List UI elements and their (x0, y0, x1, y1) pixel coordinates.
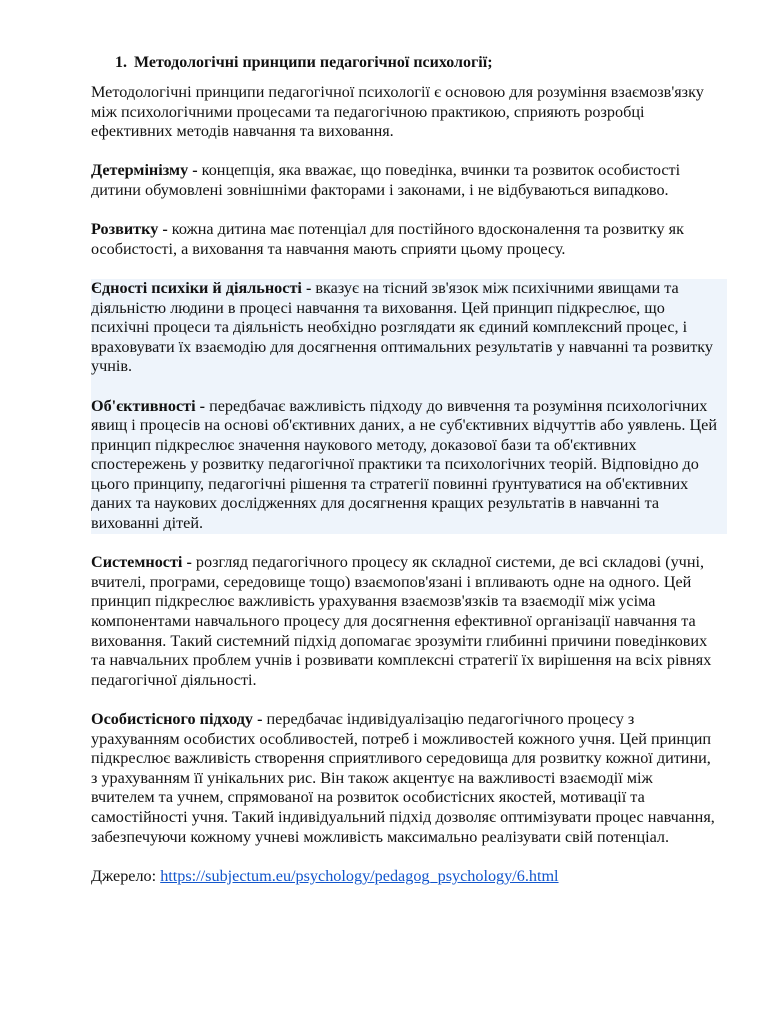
principle-determinism (91, 161, 719, 200)
principle-systemic (91, 553, 719, 690)
principle-term: Особистісного підходу - (91, 710, 263, 728)
principle-text: вказує на тісний зв'язок між психічними явищами та діяльністю людини в процесі навчання та виховання. Цей принцип підкреслює, що психічні процеси та діяльність необхідно розглядати як єдиний комплексний процес, і враховувати їх взаємодію для досягнення оптимальних результатів у навчанні та розвитку учнів. (91, 278, 714, 376)
principle-text: концепція, яка вважає, що поведінка, вчинки та розвиток особистості дитини обумовлені зовнішніми факторами і законами, і не відбуваються випадково. (91, 161, 681, 199)
principle-text: кожна дитина має потенціал для постійного вдосконалення та розвитку як особистості, а виховання та навчання мають сприяти цьому процесу. (91, 220, 684, 258)
principle-term: Детермінізму - (91, 161, 198, 180)
intro-paragraph: Методологічні принципи педагогічної психології є основою для розуміння взаємозв'язку між психологічними процесами та педагогічною практикою, сприяють розробці ефективних методів навчання та виховання. (91, 83, 704, 141)
principle-text: передбачає важливість підходу до вивчення та розуміння психологічних явищ і процесів на основі об'єктивних даних, а не суб'єктивних відчуттів або уявлень. Цей принцип підкреслює значення наукового методу, доказової бази та об'єктивних спостережень у розвитку педагогічної практики та психологічних теорій. Відповідно до цього принципу, педагогічні рішення та стратегії повинні ґрунтуватися на об'єктивних даних та наукових дослідженнях для досягнення кращих результатів в навчанні та вихованні дітей. (91, 396, 718, 533)
principle-unity (91, 279, 727, 377)
principle-term: Системності - (91, 553, 192, 572)
principle-personal-approach (91, 710, 719, 847)
principle-objectivity (91, 397, 727, 534)
principle-term: Розвитку - (91, 220, 168, 239)
principle-text: передбачає індивідуалізацію педагогічного процесу з урахуванням особистих особливостей, потреб і можливостей кожного учня. Цей принцип підкреслює важливість створення сприятливого середовища для розвитку кожної дитини, з урахуванням її унікальних рис. Він також акцентує на важливості взаємодії між вчителем та учнем, спрямованої на розвиток особистісних якостей, мотивації та самостійності учня. Такий індивідуальний підхід дозволяє оптимізувати процес навчання, забезпечуючи кожному учневі можливість максимально реалізувати свій потенціал. (91, 710, 715, 846)
principle-term: Єдності психіки й діяльності - (91, 278, 312, 297)
source-link[interactable]: https://subjectum.eu/psychology/pedagog_psychology/6.html (160, 866, 559, 885)
principle-text: розгляд педагогічного процесу як складної системи, де всі складові (учні, вчителі, програми, середовище тощо) взаємопов'язані і впливають одне на одного. Цей принцип підкреслює важливість урахування взаємозв'язків та взаємодії між усіма компонентами навчального процесу для досягнення ефективної організації навчання та виховання. Такий системний підхід допомагає зрозуміти глибинні причини поведінкових та навчальних проблем учнів і розвивати комплексні стратегії їх вирішення на всіх рівнях педагогічної діяльності. (91, 553, 712, 689)
section-heading (115, 53, 493, 73)
principle-term: Об'єктивності - (91, 396, 206, 415)
principle-development (91, 220, 719, 259)
heading-title: Методологічні принципи педагогічної психології; (134, 54, 493, 71)
source-line (91, 867, 719, 887)
source-label: Джерело: (91, 866, 161, 885)
document-body (91, 83, 719, 886)
heading-number: 1. (115, 54, 127, 71)
